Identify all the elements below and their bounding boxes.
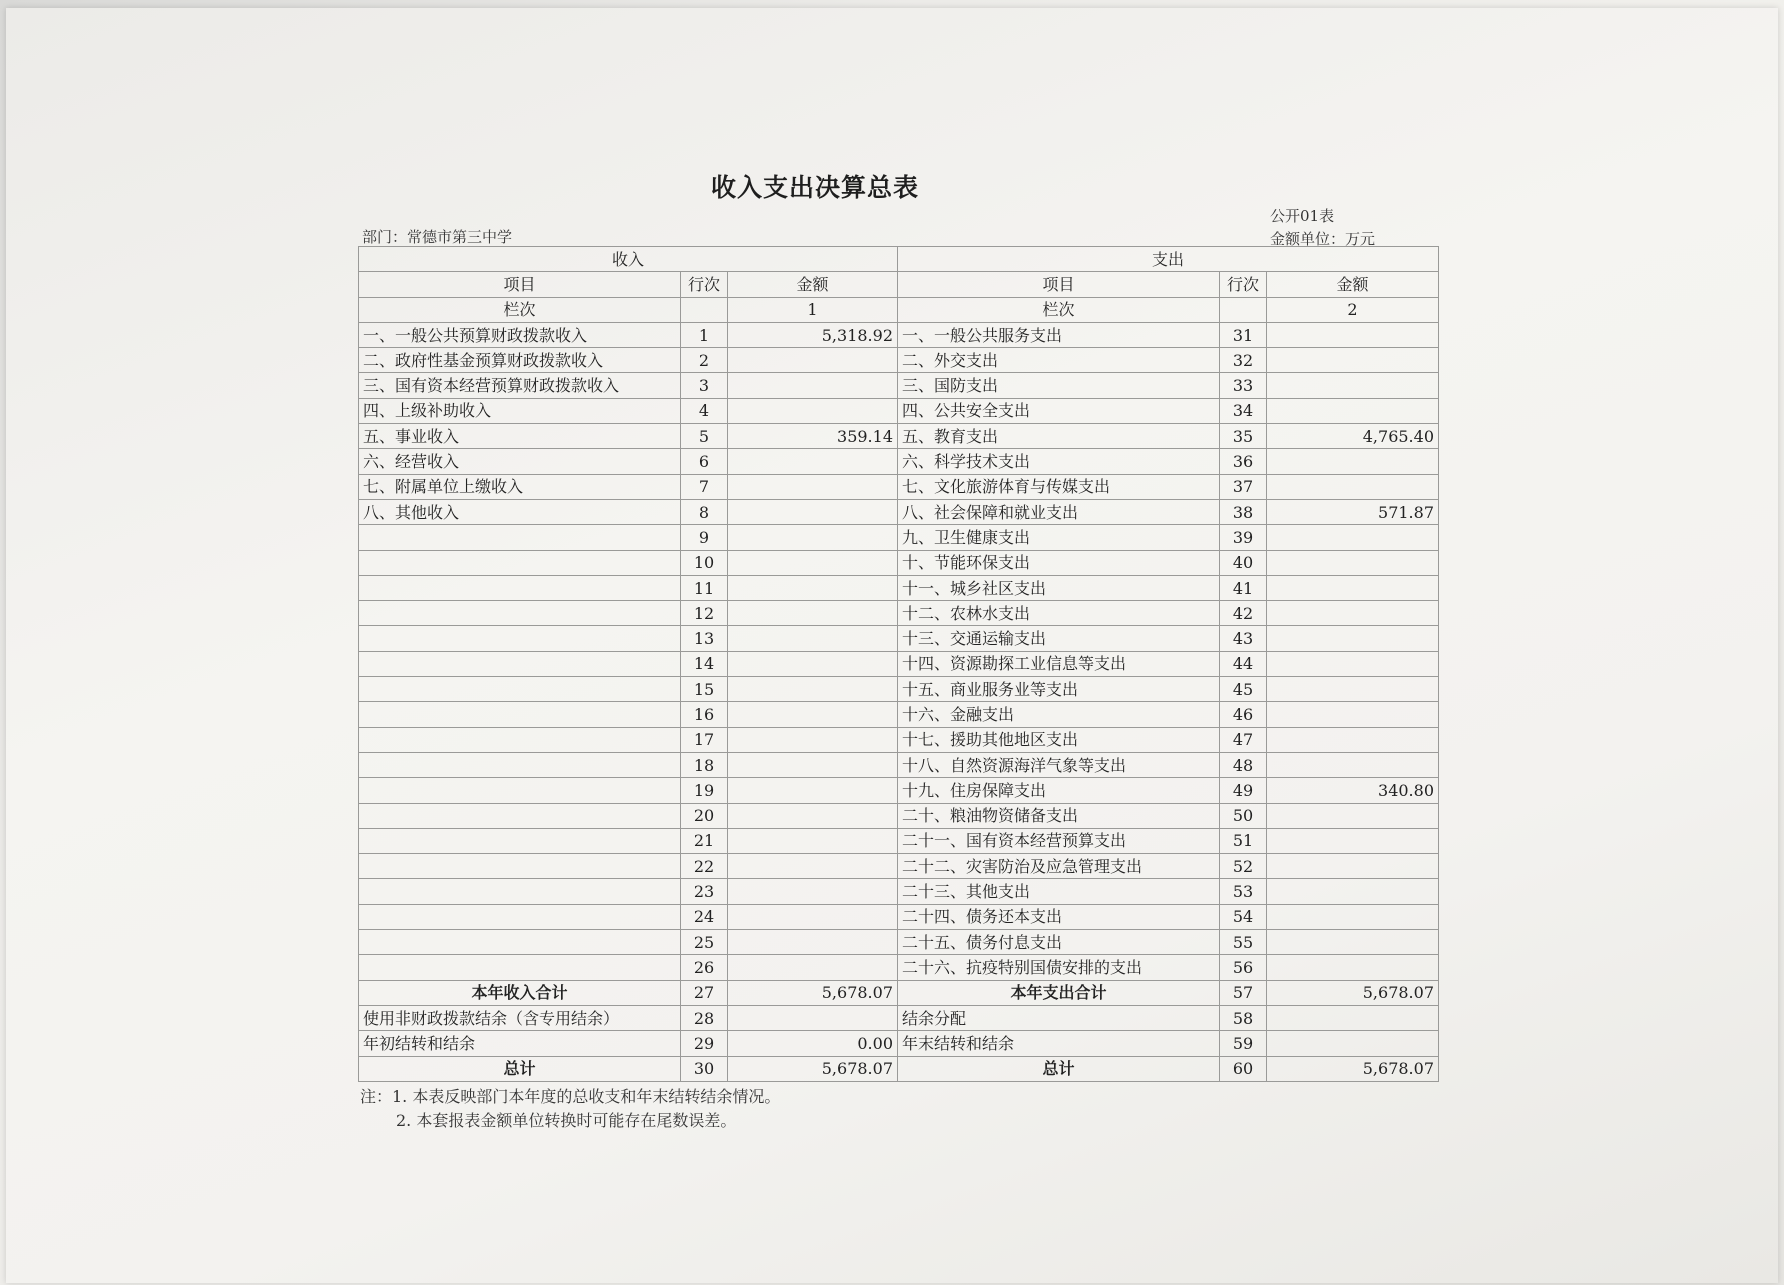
income-line-header: 行次 bbox=[681, 272, 728, 297]
expense-item-cell: 十、节能环保支出 bbox=[898, 550, 1220, 575]
expense-line-cell: 60 bbox=[1220, 1056, 1267, 1081]
expense-line-cell: 37 bbox=[1220, 474, 1267, 499]
expense-line-cell: 52 bbox=[1220, 854, 1267, 879]
income-line-cell: 16 bbox=[681, 702, 728, 727]
table-row bbox=[359, 677, 1439, 702]
income-line-cell: 5 bbox=[681, 424, 728, 449]
notes bbox=[360, 1085, 780, 1133]
expense-amount-cell bbox=[1267, 322, 1439, 347]
income-line-blank bbox=[681, 297, 728, 322]
income-amount-cell: 0.00 bbox=[728, 1031, 898, 1056]
income-line-cell: 26 bbox=[681, 955, 728, 980]
income-item-cell: 七、附属单位上缴收入 bbox=[359, 474, 681, 499]
table-row bbox=[359, 373, 1439, 398]
expense-line-cell: 59 bbox=[1220, 1031, 1267, 1056]
department-label: 部门：常德市第三中学 bbox=[362, 228, 513, 246]
income-item-cell bbox=[359, 778, 681, 803]
income-line-cell: 15 bbox=[681, 677, 728, 702]
expense-item-cell: 七、文化旅游体育与传媒支出 bbox=[898, 474, 1220, 499]
income-amount-cell bbox=[728, 677, 898, 702]
income-item-cell: 本年收入合计 bbox=[359, 980, 681, 1005]
income-amount-cell bbox=[728, 854, 898, 879]
expense-item-cell: 八、社会保障和就业支出 bbox=[898, 499, 1220, 524]
note-1: 注：1. 本表反映部门本年度的总收支和年末结转结余情况。 bbox=[360, 1087, 781, 1106]
expense-amount-cell bbox=[1267, 879, 1439, 904]
income-amount-cell bbox=[728, 499, 898, 524]
expense-amount-cell bbox=[1267, 803, 1439, 828]
income-line-cell: 6 bbox=[681, 449, 728, 474]
income-line-cell: 9 bbox=[681, 525, 728, 550]
income-item-cell: 八、其他收入 bbox=[359, 499, 681, 524]
table-row bbox=[359, 550, 1439, 575]
income-item-cell bbox=[359, 575, 681, 600]
expense-line-cell: 42 bbox=[1220, 601, 1267, 626]
expense-amount-cell: 340.80 bbox=[1267, 778, 1439, 803]
expense-line-blank bbox=[1220, 297, 1267, 322]
expense-amount-cell: 4,765.40 bbox=[1267, 424, 1439, 449]
income-amount-cell bbox=[728, 879, 898, 904]
income-line-cell: 21 bbox=[681, 828, 728, 853]
table-row bbox=[359, 854, 1439, 879]
expense-item-cell: 总计 bbox=[898, 1056, 1220, 1081]
income-line-cell: 14 bbox=[681, 651, 728, 676]
summary-row bbox=[359, 1005, 1439, 1030]
income-line-cell: 12 bbox=[681, 601, 728, 626]
income-item-cell bbox=[359, 601, 681, 626]
table-row bbox=[359, 778, 1439, 803]
table-row bbox=[359, 727, 1439, 752]
income-amount-cell bbox=[728, 348, 898, 373]
income-amount-cell bbox=[728, 752, 898, 777]
expense-item-cell: 十七、援助其他地区支出 bbox=[898, 727, 1220, 752]
table-row bbox=[359, 575, 1439, 600]
expense-item-cell: 二十、粮油物资储备支出 bbox=[898, 803, 1220, 828]
expense-line-cell: 38 bbox=[1220, 499, 1267, 524]
expense-amount-cell bbox=[1267, 677, 1439, 702]
expense-amount-cell bbox=[1267, 398, 1439, 423]
income-line-cell: 3 bbox=[681, 373, 728, 398]
income-amount-cell: 359.14 bbox=[728, 424, 898, 449]
expense-item-cell: 本年支出合计 bbox=[898, 980, 1220, 1005]
expense-item-cell: 十二、农林水支出 bbox=[898, 601, 1220, 626]
income-item-cell bbox=[359, 854, 681, 879]
expense-amount-cell bbox=[1267, 348, 1439, 373]
income-line-cell: 29 bbox=[681, 1031, 728, 1056]
expense-amount-cell bbox=[1267, 828, 1439, 853]
income-section-header: 收入 bbox=[359, 247, 898, 272]
expense-amount-header: 金额 bbox=[1267, 272, 1439, 297]
expense-amount-cell bbox=[1267, 474, 1439, 499]
expense-line-cell: 54 bbox=[1220, 904, 1267, 929]
expense-line-header: 行次 bbox=[1220, 272, 1267, 297]
expense-amount-cell bbox=[1267, 727, 1439, 752]
expense-amount-cell bbox=[1267, 955, 1439, 980]
income-line-cell: 22 bbox=[681, 854, 728, 879]
income-item-cell bbox=[359, 752, 681, 777]
income-amount-cell bbox=[728, 930, 898, 955]
income-line-cell: 19 bbox=[681, 778, 728, 803]
expense-line-cell: 33 bbox=[1220, 373, 1267, 398]
income-item-cell: 总计 bbox=[359, 1056, 681, 1081]
expense-line-cell: 50 bbox=[1220, 803, 1267, 828]
expense-line-cell: 41 bbox=[1220, 575, 1267, 600]
income-item-cell bbox=[359, 677, 681, 702]
income-line-cell: 10 bbox=[681, 550, 728, 575]
table-row bbox=[359, 424, 1439, 449]
expense-item-cell: 四、公共安全支出 bbox=[898, 398, 1220, 423]
income-amount-cell: 5,678.07 bbox=[728, 1056, 898, 1081]
income-item-cell: 使用非财政拨款结余（含专用结余） bbox=[359, 1005, 681, 1030]
expense-amount-cell bbox=[1267, 550, 1439, 575]
expense-item-cell: 五、教育支出 bbox=[898, 424, 1220, 449]
page-title: 收入支出决算总表 bbox=[710, 173, 919, 202]
expense-line-cell: 44 bbox=[1220, 651, 1267, 676]
expense-item-cell: 二、外交支出 bbox=[898, 348, 1220, 373]
income-amount-cell bbox=[728, 904, 898, 929]
income-item-cell bbox=[359, 955, 681, 980]
expense-amount-cell bbox=[1267, 752, 1439, 777]
income-amount-cell bbox=[728, 702, 898, 727]
expense-amount-cell bbox=[1267, 1005, 1439, 1030]
section-header-row bbox=[359, 247, 1439, 272]
table-body bbox=[359, 322, 1439, 1081]
income-item-cell bbox=[359, 626, 681, 651]
expense-column-number: 2 bbox=[1267, 297, 1439, 322]
expense-line-cell: 34 bbox=[1220, 398, 1267, 423]
table-row bbox=[359, 449, 1439, 474]
income-amount-cell bbox=[728, 651, 898, 676]
table-row bbox=[359, 651, 1439, 676]
expense-line-cell: 39 bbox=[1220, 525, 1267, 550]
expense-item-cell: 二十五、债务付息支出 bbox=[898, 930, 1220, 955]
table-row bbox=[359, 626, 1439, 651]
income-line-cell: 18 bbox=[681, 752, 728, 777]
expense-item-cell: 十八、自然资源海洋气象等支出 bbox=[898, 752, 1220, 777]
table-row bbox=[359, 499, 1439, 524]
expense-amount-cell: 571.87 bbox=[1267, 499, 1439, 524]
expense-item-cell: 一、一般公共服务支出 bbox=[898, 322, 1220, 347]
expense-amount-cell bbox=[1267, 651, 1439, 676]
income-amount-cell bbox=[728, 955, 898, 980]
income-amount-header: 金额 bbox=[728, 272, 898, 297]
income-expense-table bbox=[358, 246, 1439, 1082]
expense-amount-cell: 5,678.07 bbox=[1267, 980, 1439, 1005]
income-item-cell bbox=[359, 651, 681, 676]
income-item-cell bbox=[359, 550, 681, 575]
income-line-cell: 25 bbox=[681, 930, 728, 955]
expense-line-cell: 55 bbox=[1220, 930, 1267, 955]
expense-line-cell: 32 bbox=[1220, 348, 1267, 373]
note-2: 2. 本套报表金额单位转换时可能存在尾数误差。 bbox=[396, 1111, 737, 1130]
income-item-header: 项目 bbox=[359, 272, 681, 297]
table-row bbox=[359, 752, 1439, 777]
table-row bbox=[359, 474, 1439, 499]
income-amount-cell: 5,318.92 bbox=[728, 322, 898, 347]
income-amount-cell bbox=[728, 778, 898, 803]
income-amount-cell bbox=[728, 601, 898, 626]
expense-item-cell: 二十三、其他支出 bbox=[898, 879, 1220, 904]
expense-line-cell: 45 bbox=[1220, 677, 1267, 702]
table-row bbox=[359, 904, 1439, 929]
table-row bbox=[359, 828, 1439, 853]
income-amount-cell bbox=[728, 803, 898, 828]
summary-row bbox=[359, 1031, 1439, 1056]
expense-amount-cell bbox=[1267, 626, 1439, 651]
form-number: 公开01表 bbox=[1270, 207, 1335, 225]
income-item-cell: 三、国有资本经营预算财政拨款收入 bbox=[359, 373, 681, 398]
expense-item-cell: 结余分配 bbox=[898, 1005, 1220, 1030]
expense-item-cell: 二十二、灾害防治及应急管理支出 bbox=[898, 854, 1220, 879]
expense-amount-cell bbox=[1267, 373, 1439, 398]
expense-item-cell: 十一、城乡社区支出 bbox=[898, 575, 1220, 600]
income-line-cell: 27 bbox=[681, 980, 728, 1005]
income-item-cell bbox=[359, 828, 681, 853]
income-amount-cell bbox=[728, 474, 898, 499]
expense-item-cell: 九、卫生健康支出 bbox=[898, 525, 1220, 550]
expense-amount-cell bbox=[1267, 854, 1439, 879]
expense-line-cell: 53 bbox=[1220, 879, 1267, 904]
expense-line-cell: 47 bbox=[1220, 727, 1267, 752]
expense-item-cell: 十四、资源勘探工业信息等支出 bbox=[898, 651, 1220, 676]
income-line-cell: 30 bbox=[681, 1056, 728, 1081]
expense-column-label: 栏次 bbox=[898, 297, 1220, 322]
income-amount-cell bbox=[728, 1005, 898, 1030]
expense-item-cell: 二十四、债务还本支出 bbox=[898, 904, 1220, 929]
expense-amount-cell bbox=[1267, 601, 1439, 626]
column-number-row bbox=[359, 297, 1439, 322]
column-header-row bbox=[359, 272, 1439, 297]
income-amount-cell: 5,678.07 bbox=[728, 980, 898, 1005]
income-item-cell: 四、上级补助收入 bbox=[359, 398, 681, 423]
income-line-cell: 24 bbox=[681, 904, 728, 929]
expense-amount-cell bbox=[1267, 930, 1439, 955]
expense-item-header: 项目 bbox=[898, 272, 1220, 297]
income-amount-cell bbox=[728, 449, 898, 474]
income-item-cell: 六、经营收入 bbox=[359, 449, 681, 474]
expense-line-cell: 57 bbox=[1220, 980, 1267, 1005]
income-amount-cell bbox=[728, 550, 898, 575]
expense-line-cell: 31 bbox=[1220, 322, 1267, 347]
expense-line-cell: 51 bbox=[1220, 828, 1267, 853]
income-amount-cell bbox=[728, 727, 898, 752]
income-line-cell: 2 bbox=[681, 348, 728, 373]
income-line-cell: 20 bbox=[681, 803, 728, 828]
expense-line-cell: 43 bbox=[1220, 626, 1267, 651]
income-amount-cell bbox=[728, 373, 898, 398]
expense-amount-cell bbox=[1267, 1031, 1439, 1056]
income-amount-cell bbox=[728, 398, 898, 423]
table-row bbox=[359, 322, 1439, 347]
income-column-label: 栏次 bbox=[359, 297, 681, 322]
expense-item-cell: 十六、金融支出 bbox=[898, 702, 1220, 727]
expense-item-cell: 三、国防支出 bbox=[898, 373, 1220, 398]
income-line-cell: 7 bbox=[681, 474, 728, 499]
summary-row bbox=[359, 1056, 1439, 1081]
income-item-cell: 一、一般公共预算财政拨款收入 bbox=[359, 322, 681, 347]
expense-item-cell: 年末结转和结余 bbox=[898, 1031, 1220, 1056]
income-item-cell bbox=[359, 930, 681, 955]
table-row bbox=[359, 879, 1439, 904]
table-row bbox=[359, 525, 1439, 550]
income-item-cell: 二、政府性基金预算财政拨款收入 bbox=[359, 348, 681, 373]
expense-item-cell: 十九、住房保障支出 bbox=[898, 778, 1220, 803]
amount-unit: 金额单位：万元 bbox=[1270, 230, 1376, 248]
expense-line-cell: 48 bbox=[1220, 752, 1267, 777]
income-line-cell: 28 bbox=[681, 1005, 728, 1030]
expense-item-cell: 二十一、国有资本经营预算支出 bbox=[898, 828, 1220, 853]
expense-item-cell: 二十六、抗疫特别国债安排的支出 bbox=[898, 955, 1220, 980]
income-amount-cell bbox=[728, 626, 898, 651]
expense-item-cell: 十三、交通运输支出 bbox=[898, 626, 1220, 651]
expense-item-cell: 六、科学技术支出 bbox=[898, 449, 1220, 474]
income-line-cell: 8 bbox=[681, 499, 728, 524]
table-row bbox=[359, 398, 1439, 423]
income-item-cell bbox=[359, 727, 681, 752]
income-column-number: 1 bbox=[728, 297, 898, 322]
income-amount-cell bbox=[728, 828, 898, 853]
income-line-cell: 23 bbox=[681, 879, 728, 904]
income-item-cell: 年初结转和结余 bbox=[359, 1031, 681, 1056]
income-item-cell bbox=[359, 803, 681, 828]
table-row bbox=[359, 955, 1439, 980]
table-row bbox=[359, 601, 1439, 626]
expense-line-cell: 56 bbox=[1220, 955, 1267, 980]
income-item-cell bbox=[359, 879, 681, 904]
expense-section-header: 支出 bbox=[898, 247, 1439, 272]
expense-amount-cell bbox=[1267, 525, 1439, 550]
income-line-cell: 4 bbox=[681, 398, 728, 423]
expense-line-cell: 40 bbox=[1220, 550, 1267, 575]
income-item-cell: 五、事业收入 bbox=[359, 424, 681, 449]
income-line-cell: 1 bbox=[681, 322, 728, 347]
table-row bbox=[359, 930, 1439, 955]
expense-amount-cell bbox=[1267, 449, 1439, 474]
expense-line-cell: 36 bbox=[1220, 449, 1267, 474]
expense-line-cell: 58 bbox=[1220, 1005, 1267, 1030]
expense-amount-cell: 5,678.07 bbox=[1267, 1056, 1439, 1081]
expense-line-cell: 49 bbox=[1220, 778, 1267, 803]
summary-row bbox=[359, 980, 1439, 1005]
income-line-cell: 17 bbox=[681, 727, 728, 752]
table-row bbox=[359, 348, 1439, 373]
expense-line-cell: 46 bbox=[1220, 702, 1267, 727]
expense-amount-cell bbox=[1267, 702, 1439, 727]
expense-item-cell: 十五、商业服务业等支出 bbox=[898, 677, 1220, 702]
income-item-cell bbox=[359, 904, 681, 929]
income-line-cell: 13 bbox=[681, 626, 728, 651]
income-line-cell: 11 bbox=[681, 575, 728, 600]
income-item-cell bbox=[359, 702, 681, 727]
income-amount-cell bbox=[728, 525, 898, 550]
expense-amount-cell bbox=[1267, 575, 1439, 600]
income-item-cell bbox=[359, 525, 681, 550]
table-row bbox=[359, 803, 1439, 828]
income-amount-cell bbox=[728, 575, 898, 600]
expense-line-cell: 35 bbox=[1220, 424, 1267, 449]
table-row bbox=[359, 702, 1439, 727]
expense-amount-cell bbox=[1267, 904, 1439, 929]
